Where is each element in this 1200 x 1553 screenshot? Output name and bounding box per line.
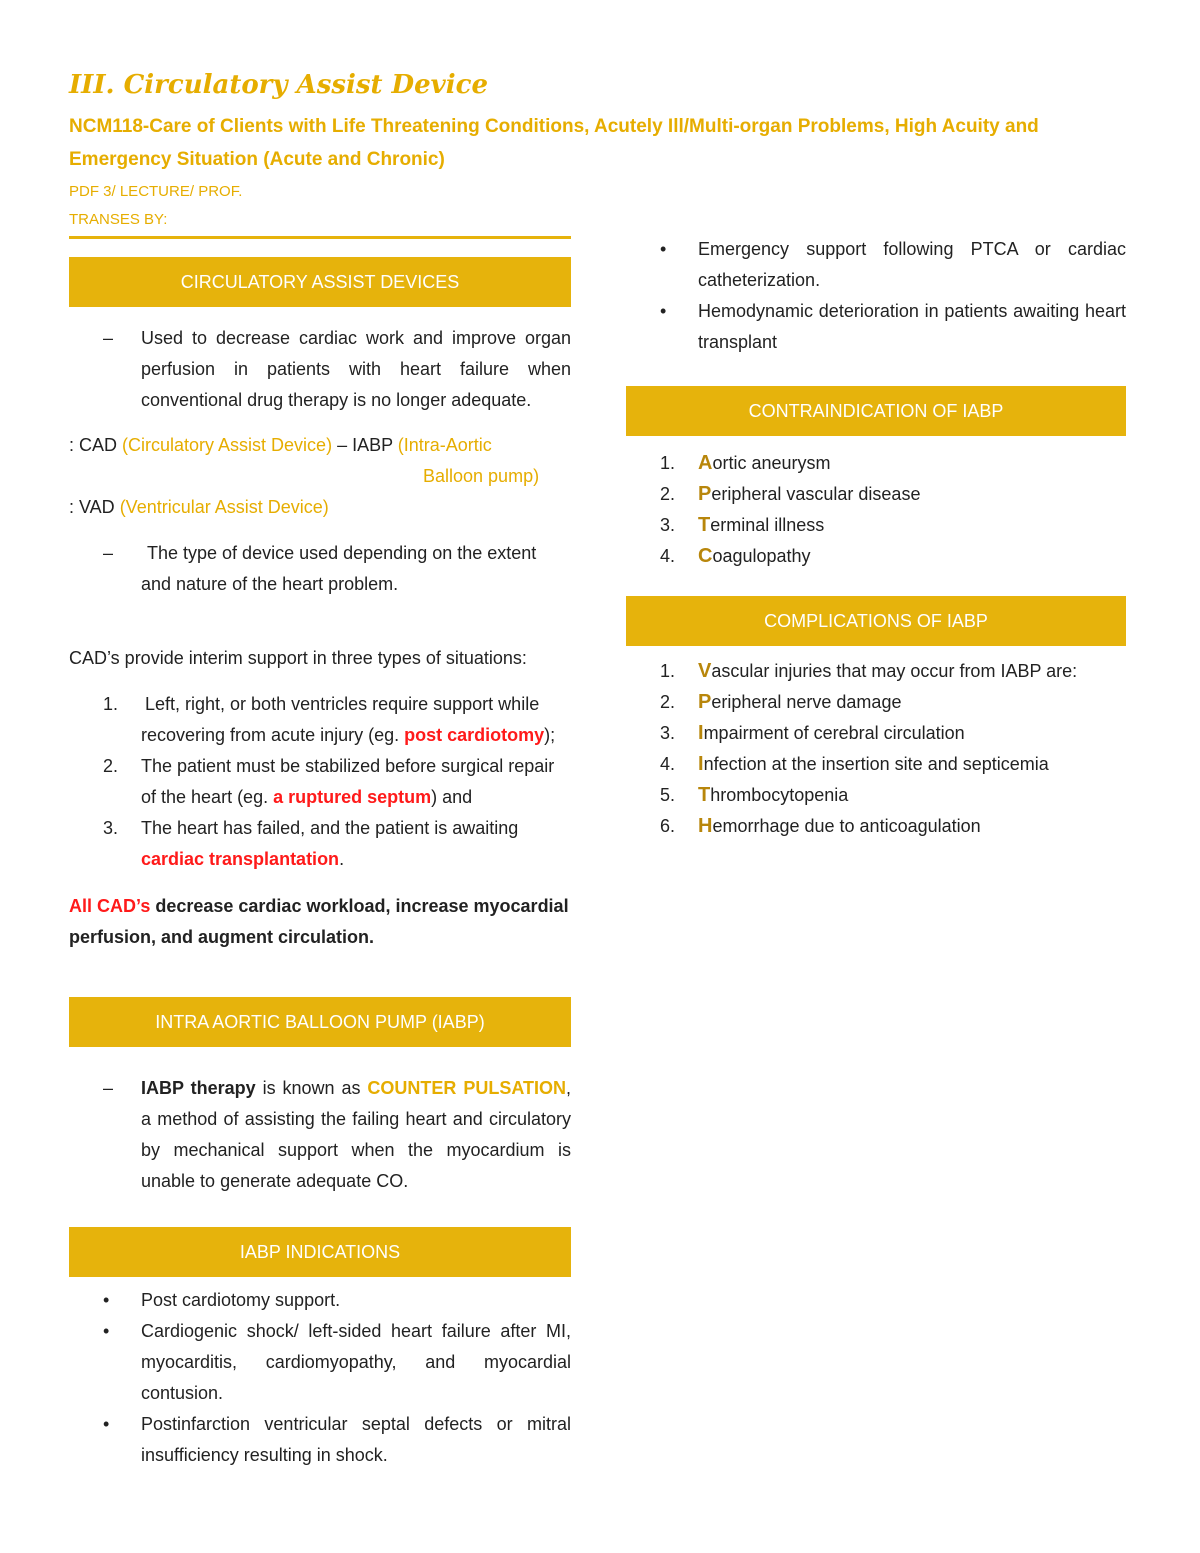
page-title: III. Circulatory Assist Device [69, 70, 488, 100]
transes-by: TRANSES BY: [69, 211, 168, 228]
section-heading-contraindications: CONTRAINDICATION OF IABP [626, 386, 1126, 436]
list-item: • Post cardiotomy support. [103, 1290, 341, 1310]
list-item: • Cardiogenic shock/ left-sided heart failure after MI, myocarditis, cardiomyopathy, and myocardial contusion. [103, 1321, 571, 1403]
vad-definition-line: : VAD (Ventricular Assist Device) [69, 497, 329, 517]
list-item: – The type of device used depending on the extent and nature of the heart problem. [69, 538, 571, 600]
list-item: – IABP therapy is known as COUNTER PULSATION, a method of assisting the failing heart and circulatory by mechanical support when the myocardium is unable to generate adequate CO. [69, 1073, 571, 1197]
cad-summary: All CAD’s decrease cardiac workload, increase myocardial perfusion, and augment circulation. [69, 896, 569, 947]
list-item: • Hemodynamic deterioration in patients awaiting heart transplant [660, 301, 1126, 352]
indications-list-continued [626, 234, 1126, 358]
situations-intro: CAD’s provide interim support in three types of situations: [69, 648, 527, 668]
list-item: 1. Vascular injuries that may occur from IABP are: [660, 660, 1078, 682]
indications-list [69, 1285, 571, 1471]
dash-marker: – [103, 328, 114, 348]
list-item: – Used to decrease cardiac work and improve organ perfusion in patients with heart failure when conventional drug therapy is no longer adequate. [69, 323, 571, 416]
section-heading-indications: IABP INDICATIONS [69, 1227, 571, 1277]
section-heading-iabp: INTRA AORTIC BALLOON PUMP (IABP) [69, 997, 571, 1047]
contraindications-list [626, 448, 1126, 572]
lecture-meta: PDF 3/ LECTURE/ PROF. [69, 183, 243, 200]
cad-dash-list-2 [69, 538, 571, 600]
list-item: 4. Coagulopathy [660, 545, 811, 567]
dash-marker: – [103, 1078, 114, 1098]
course-title-line-2: Emergency Situation (Acute and Chronic) [69, 149, 445, 170]
list-item: 3. Terminal illness [660, 514, 825, 536]
list-item: 6. Hemorrhage due to anticoagulation [660, 815, 981, 837]
cad-dash-list [69, 323, 571, 416]
cad-definition-continued: Balloon pump) [423, 466, 540, 486]
document-header [69, 70, 1139, 234]
list-item: 3. The heart has failed, and the patient is awaiting cardiac transplantation. [103, 818, 519, 869]
situations-list [69, 689, 571, 875]
list-item: 2. The patient must be stabilized before surgical repair of the heart (eg. a ruptured septum) and [103, 756, 555, 807]
list-item: 4. Infection at the insertion site and septicemia [660, 753, 1049, 775]
course-title-line-1: NCM118-Care of Clients with Life Threatening Conditions, Acutely Ill/Multi-organ Problems, High Acuity and [69, 116, 1039, 137]
list-item: 1. Aortic aneurysm [660, 452, 831, 474]
right-column [626, 234, 1126, 842]
list-item: 5. Thrombocytopenia [660, 784, 849, 806]
cad-definition-line: : CAD (Circulatory Assist Device) – IABP (Intra-Aortic [69, 435, 492, 455]
list-item: 2. Peripheral nerve damage [660, 691, 902, 713]
section-heading-complications: COMPLICATIONS OF IABP [626, 596, 1126, 646]
list-item: 2. Peripheral vascular disease [660, 483, 921, 505]
iabp-dash-list [69, 1073, 571, 1197]
list-item: • Postinfarction ventricular septal defects or mitral insufficiency resulting in shock. [103, 1414, 571, 1465]
dash-marker: – [103, 543, 114, 563]
complications-list [626, 656, 1126, 842]
list-item: 3. Impairment of cerebral circulation [660, 722, 965, 744]
list-item: • Emergency support following PTCA or cardiac catheterization. [660, 239, 1126, 290]
section-heading-cad: CIRCULATORY ASSIST DEVICES [69, 257, 571, 307]
header-divider [69, 236, 571, 239]
left-column [69, 257, 571, 1471]
list-item: 1. Left, right, or both ventricles require support while recovering from acute injury (eg. post cardiotomy); [103, 694, 556, 745]
